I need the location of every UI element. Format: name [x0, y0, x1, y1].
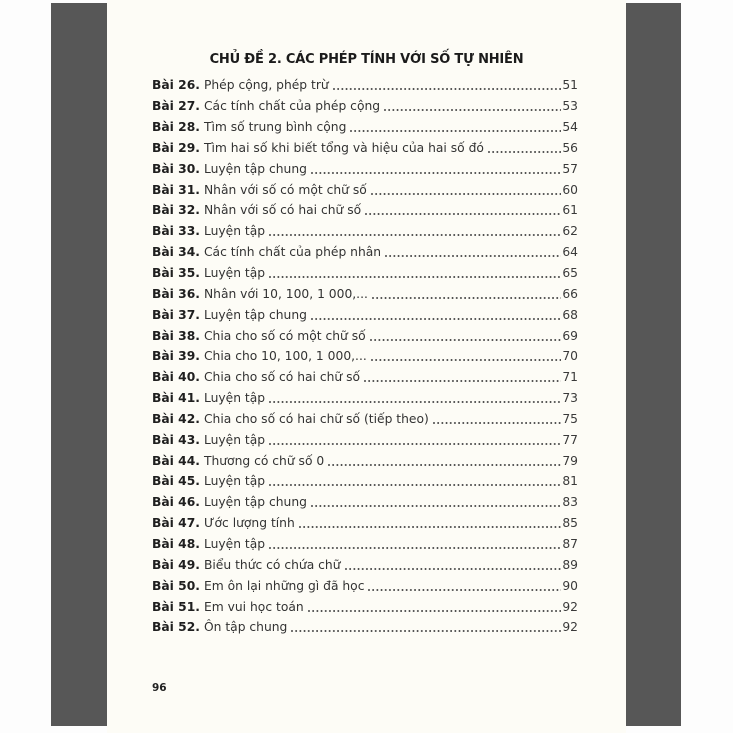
toc-entry-title: Em ôn lại những gì đã học [203, 578, 365, 593]
toc-entry-page: 75 [562, 411, 578, 426]
dot-leader [311, 172, 561, 174]
dot-leader [488, 151, 561, 153]
toc-entry-page: 69 [562, 328, 578, 343]
toc-entry-page: 71 [562, 370, 578, 385]
dot-leader [371, 359, 561, 361]
toc-entry [152, 242, 578, 263]
toc-entry-page: 85 [562, 516, 578, 531]
toc-entry-label: Bài 34. [152, 245, 200, 260]
toc-entry-title: Phép cộng, phép trừ [203, 78, 329, 93]
toc-entry-label: Bài 26. [152, 78, 200, 93]
dot-leader [269, 443, 561, 445]
toc-entry-label: Bài 42. [152, 411, 200, 426]
toc-entry-page: 68 [562, 307, 578, 322]
toc-entry-page: 77 [562, 432, 578, 447]
toc-entry-page: 70 [562, 349, 578, 364]
toc-entry [152, 200, 578, 221]
toc-entry-title: Chia cho số có hai chữ số [203, 370, 361, 385]
toc-entry-label: Bài 32. [152, 203, 200, 218]
toc-entry [152, 409, 578, 430]
toc-entry-label: Bài 44. [152, 453, 200, 468]
toc-entry-label: Bài 45. [152, 474, 200, 489]
toc-entry [152, 179, 578, 200]
toc-entry-title: Tìm số trung bình cộng [203, 120, 347, 135]
toc-entry-page: 53 [562, 99, 578, 114]
toc-entry [152, 575, 578, 596]
dot-leader [311, 505, 561, 507]
toc-entry [152, 429, 578, 450]
toc-entry-label: Bài 46. [152, 495, 200, 510]
toc-entry-page: 90 [562, 578, 578, 593]
toc-entry-page: 57 [562, 161, 578, 176]
toc-entry-page: 65 [562, 266, 578, 281]
dot-leader [269, 276, 561, 278]
toc-entry-title: Chia cho số có hai chữ số (tiếp theo) [203, 411, 429, 426]
dot-leader [370, 339, 561, 341]
table-of-contents [152, 75, 578, 638]
toc-entry-title: Luyện tập [203, 474, 266, 489]
toc-entry-page: 61 [562, 203, 578, 218]
toc-entry-label: Bài 35. [152, 266, 200, 281]
dot-leader [269, 547, 561, 549]
toc-entry-title: Chia cho 10, 100, 1 000,... [203, 349, 367, 364]
toc-entry [152, 158, 578, 179]
dot-leader [311, 318, 561, 320]
chapter-title: CHỦ ĐỀ 2. CÁC PHÉP TÍNH VỚI SỐ TỰ NHIÊN [209, 52, 524, 67]
toc-entry-label: Bài 39. [152, 349, 200, 364]
toc-entry [152, 596, 578, 617]
dot-leader [372, 297, 561, 299]
dot-leader [308, 610, 561, 612]
toc-entry-label: Bài 49. [152, 557, 200, 572]
toc-entry-page: 92 [562, 599, 578, 614]
dot-leader [385, 255, 561, 257]
toc-entry-title: Luyện tập [203, 224, 266, 239]
toc-entry-label: Bài 47. [152, 516, 200, 531]
toc-entry-title: Tìm hai số khi biết tổng và hiệu của hai số đó [203, 140, 484, 155]
toc-entry-label: Bài 43. [152, 432, 200, 447]
toc-entry [152, 304, 578, 325]
dot-leader [371, 193, 561, 195]
toc-entry [152, 450, 578, 471]
toc-entry [152, 346, 578, 367]
toc-entry-label: Bài 36. [152, 286, 200, 301]
toc-entry [152, 617, 578, 638]
toc-entry-page: 60 [562, 182, 578, 197]
toc-entry [152, 534, 578, 555]
toc-entry [152, 471, 578, 492]
toc-entry-label: Bài 37. [152, 307, 200, 322]
toc-entry-title: Luyện tập [203, 266, 266, 281]
toc-entry [152, 367, 578, 388]
toc-entry-title: Các tính chất của phép nhân [203, 245, 382, 260]
toc-entry-label: Bài 50. [152, 578, 200, 593]
dot-leader [299, 526, 561, 528]
toc-entry [152, 283, 578, 304]
toc-entry-page: 92 [562, 620, 578, 635]
toc-entry-label: Bài 31. [152, 182, 200, 197]
dot-leader [345, 568, 562, 570]
toc-entry [152, 325, 578, 346]
toc-entry [152, 75, 578, 96]
dot-leader [328, 464, 561, 466]
toc-entry-label: Bài 48. [152, 536, 200, 551]
toc-entry [152, 388, 578, 409]
toc-entry-title: Thương có chữ số 0 [203, 453, 325, 468]
toc-entry-title: Em vui học toán [203, 599, 304, 614]
toc-entry-label: Bài 41. [152, 391, 200, 406]
toc-entry-page: 62 [562, 224, 578, 239]
toc-entry-label: Bài 29. [152, 140, 200, 155]
dot-leader [333, 88, 561, 90]
toc-entry-page: 87 [562, 536, 578, 551]
toc-entry [152, 554, 578, 575]
toc-entry-title: Ôn tập chung [203, 620, 288, 635]
book-page [107, 0, 626, 733]
dot-leader [269, 401, 561, 403]
toc-entry-title: Luyện tập [203, 432, 266, 447]
toc-entry [152, 492, 578, 513]
toc-entry-label: Bài 40. [152, 370, 200, 385]
dot-leader [384, 109, 561, 111]
toc-entry-title: Biểu thức có chứa chữ [203, 557, 341, 572]
toc-entry-title: Luyện tập [203, 391, 266, 406]
toc-entry-label: Bài 38. [152, 328, 200, 343]
toc-entry [152, 221, 578, 242]
toc-entry-title: Các tính chất của phép cộng [203, 99, 381, 114]
toc-entry-page: 89 [562, 557, 578, 572]
toc-entry [152, 96, 578, 117]
dot-leader [269, 484, 561, 486]
dot-leader [350, 130, 561, 132]
toc-entry [152, 117, 578, 138]
toc-entry-label: Bài 33. [152, 224, 200, 239]
toc-entry-page: 54 [562, 120, 578, 135]
toc-entry-title: Ước lượng tính [203, 516, 295, 531]
toc-entry-page: 51 [562, 78, 578, 93]
toc-entry-label: Bài 27. [152, 99, 200, 114]
dot-leader [365, 213, 561, 215]
toc-entry-page: 64 [562, 245, 578, 260]
toc-entry-title: Nhân với số có một chữ số [203, 182, 367, 197]
dot-leader [269, 234, 561, 236]
toc-entry-title: Chia cho số có một chữ số [203, 328, 366, 343]
page-number: 96 [152, 682, 167, 694]
toc-entry-title: Luyện tập chung [203, 307, 307, 322]
dot-leader [368, 589, 561, 591]
dot-leader [291, 630, 561, 632]
dot-leader [364, 380, 561, 382]
toc-entry [152, 263, 578, 284]
toc-entry-title: Luyện tập [203, 536, 266, 551]
toc-entry-page: 83 [562, 495, 578, 510]
toc-entry [152, 138, 578, 159]
toc-entry-title: Nhân với 10, 100, 1 000,... [203, 286, 368, 301]
toc-entry-title: Luyện tập chung [203, 161, 307, 176]
toc-entry-title: Nhân với số có hai chữ số [203, 203, 362, 218]
toc-entry-page: 66 [562, 286, 578, 301]
toc-entry-label: Bài 30. [152, 161, 200, 176]
toc-entry-page: 73 [562, 391, 578, 406]
toc-entry-page: 79 [562, 453, 578, 468]
toc-entry [152, 513, 578, 534]
toc-entry-label: Bài 28. [152, 120, 200, 135]
toc-entry-page: 56 [562, 140, 578, 155]
toc-entry-title: Luyện tập chung [203, 495, 307, 510]
toc-entry-label: Bài 51. [152, 599, 200, 614]
dot-leader [433, 422, 561, 424]
toc-entry-page: 81 [562, 474, 578, 489]
toc-entry-label: Bài 52. [152, 620, 200, 635]
